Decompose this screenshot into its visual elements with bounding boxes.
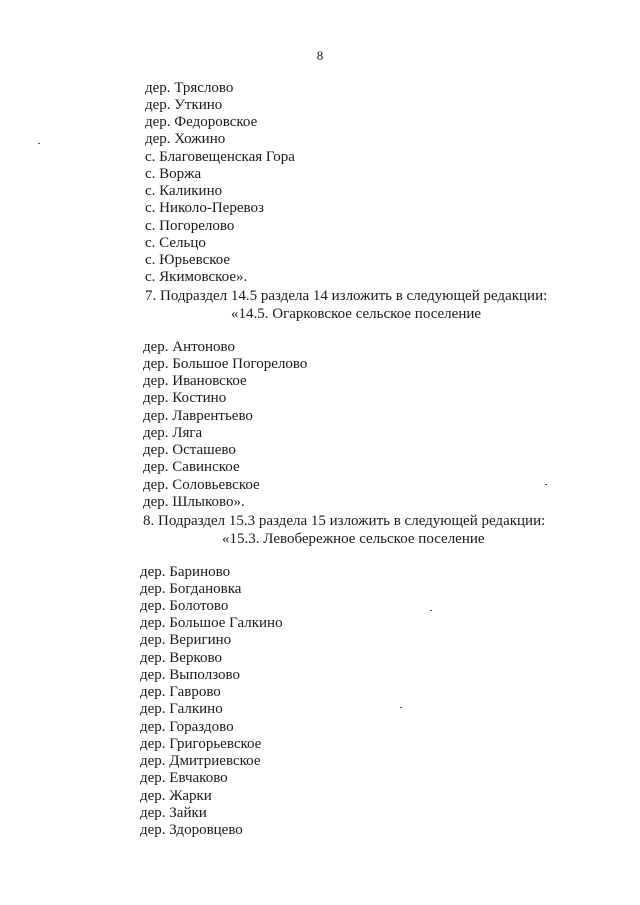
list-item: дер. Шлыково». [143, 494, 245, 510]
scan-speck [38, 143, 40, 144]
list-item: с. Каликино [145, 183, 223, 199]
list-item: с. Погорелово [145, 218, 235, 234]
list-item: дер. Ляга [143, 425, 203, 441]
page-number: 8 [316, 48, 324, 63]
list-item: дер. Антоново [143, 339, 236, 355]
list-item: дер. Болотово [140, 598, 229, 614]
list-item: с. Николо-Перевоз [145, 200, 264, 216]
list-item: дер. Галкино [140, 701, 223, 717]
list-item: дер. Дмитриевское [140, 753, 261, 769]
list-item: дер. Лаврентьево [143, 408, 253, 424]
list-item: с. Юрьевское [145, 252, 231, 268]
section-instruction: 7. Подраздел 14.5 раздела 14 изложить в следующей редакции: [145, 288, 548, 304]
list-item: дер. Ивановское [143, 373, 247, 389]
section-heading: «15.3. Левобережное сельское поселение [222, 531, 485, 547]
scan-speck [430, 610, 432, 611]
list-item: дер. Григорьевское [140, 736, 262, 752]
list-item: дер. Костино [143, 390, 227, 406]
list-item: дер. Богдановка [140, 581, 242, 597]
list-item: с. Якимовское». [145, 269, 248, 285]
list-item: дер. Верково [140, 650, 222, 666]
list-item: дер. Веригино [140, 632, 232, 648]
list-item: дер. Евчаково [140, 770, 228, 786]
section-heading: «14.5. Огарковское сельское поселение [231, 306, 482, 322]
list-item: дер. Выползово [140, 667, 241, 683]
scan-speck [400, 707, 402, 708]
list-item: дер. Савинское [143, 459, 240, 475]
list-item: дер. Тряслово [145, 80, 234, 96]
list-item: дер. Уткино [145, 97, 223, 113]
list-item: дер. Зайки [140, 805, 207, 821]
list-item: с. Воржа [145, 166, 202, 182]
list-item: дер. Гораздово [140, 719, 234, 735]
list-item: дер. Гаврово [140, 684, 221, 700]
list-item: дер. Бариново [140, 564, 231, 580]
list-item: дер. Здоровцево [140, 822, 243, 838]
list-item: дер. Соловьевское [143, 477, 260, 493]
list-item: дер. Хожино [145, 131, 226, 147]
list-item: дер. Осташево [143, 442, 236, 458]
list-item: дер. Жарки [140, 788, 212, 804]
section-instruction: 8. Подраздел 15.3 раздела 15 изложить в следующей редакции: [143, 513, 546, 529]
scan-speck [545, 484, 547, 485]
list-item: с. Сельцо [145, 235, 206, 251]
list-item: с. Благовещенская Гора [145, 149, 295, 165]
list-item: дер. Большое Галкино [140, 615, 283, 631]
list-item: дер. Федоровское [145, 114, 258, 130]
list-item: дер. Большое Погорелово [143, 356, 308, 372]
